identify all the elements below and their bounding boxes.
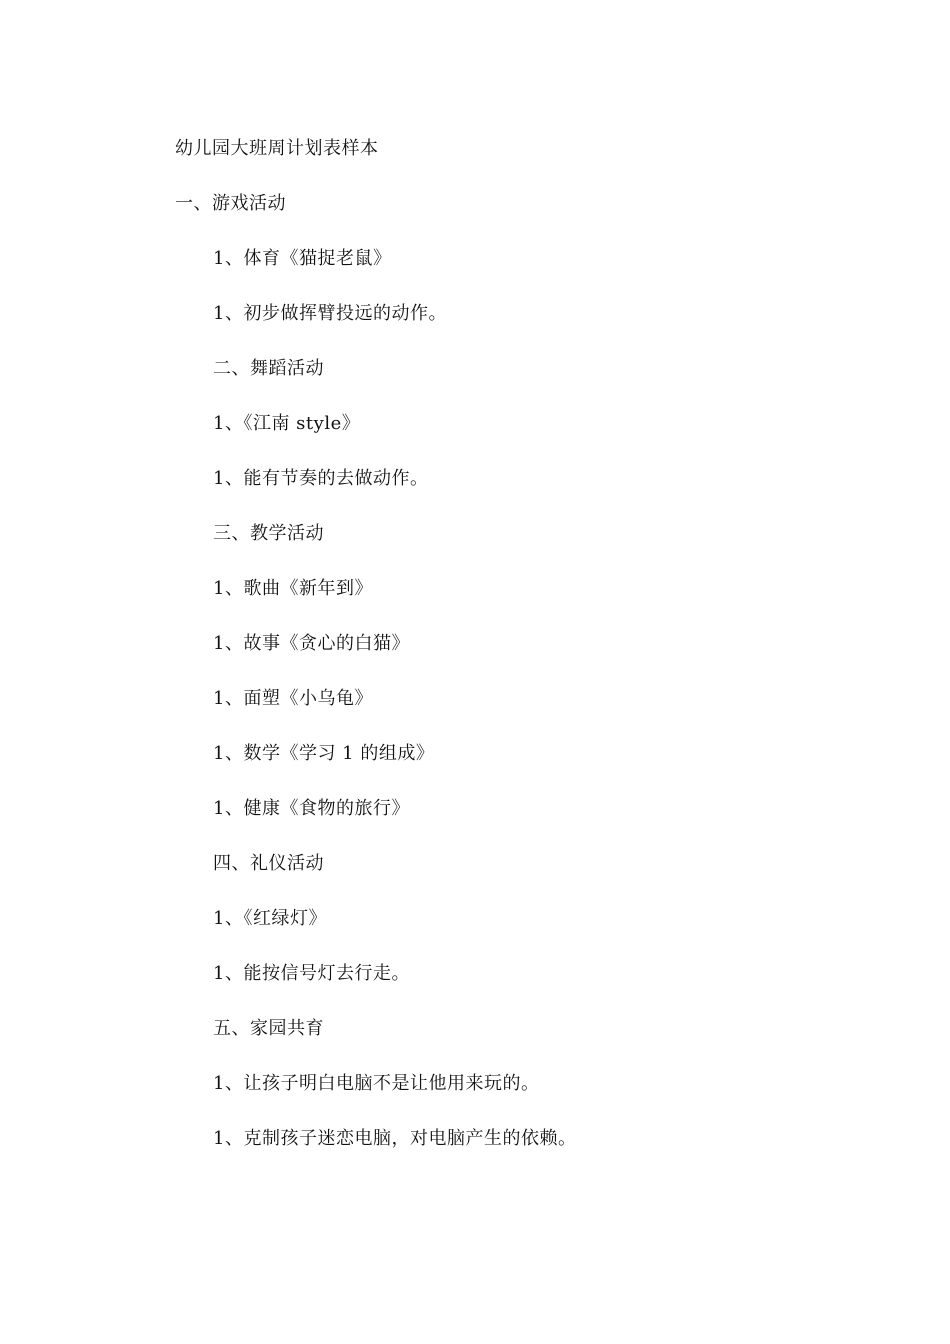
- list-item: 1、克制孩子迷恋电脑，对电脑产生的依赖。: [213, 1128, 577, 1149]
- list-item: 1、能有节奏的去做动作。: [213, 468, 429, 489]
- list-item: 1、《江南 style》: [213, 413, 361, 434]
- list-item: 1、数学《学习 1 的组成》: [213, 743, 435, 764]
- list-item: 1、体育《猫捉老鼠》: [213, 248, 392, 269]
- section-heading-teaching: 三、教学活动: [213, 523, 324, 544]
- section-heading-etiquette: 四、礼仪活动: [213, 853, 324, 874]
- list-item: 1、让孩子明白电脑不是让他用来玩的。: [213, 1073, 540, 1094]
- list-item: 1、故事《贪心的白猫》: [213, 633, 410, 654]
- list-item: 1、健康《食物的旅行》: [213, 798, 410, 819]
- list-item: 1、初步做挥臂投远的动作。: [213, 303, 447, 324]
- section-heading-games: 一、游戏活动: [175, 193, 286, 214]
- section-heading-dance: 二、舞蹈活动: [213, 358, 324, 379]
- list-item: 1、能按信号灯去行走。: [213, 963, 410, 984]
- list-item: 1、歌曲《新年到》: [213, 578, 373, 599]
- list-item: 1、面塑《小乌龟》: [213, 688, 373, 709]
- section-heading-home-school: 五、家园共育: [213, 1018, 324, 1039]
- document-title: 幼儿园大班周计划表样本: [175, 138, 379, 159]
- list-item: 1、《红绿灯》: [213, 908, 327, 929]
